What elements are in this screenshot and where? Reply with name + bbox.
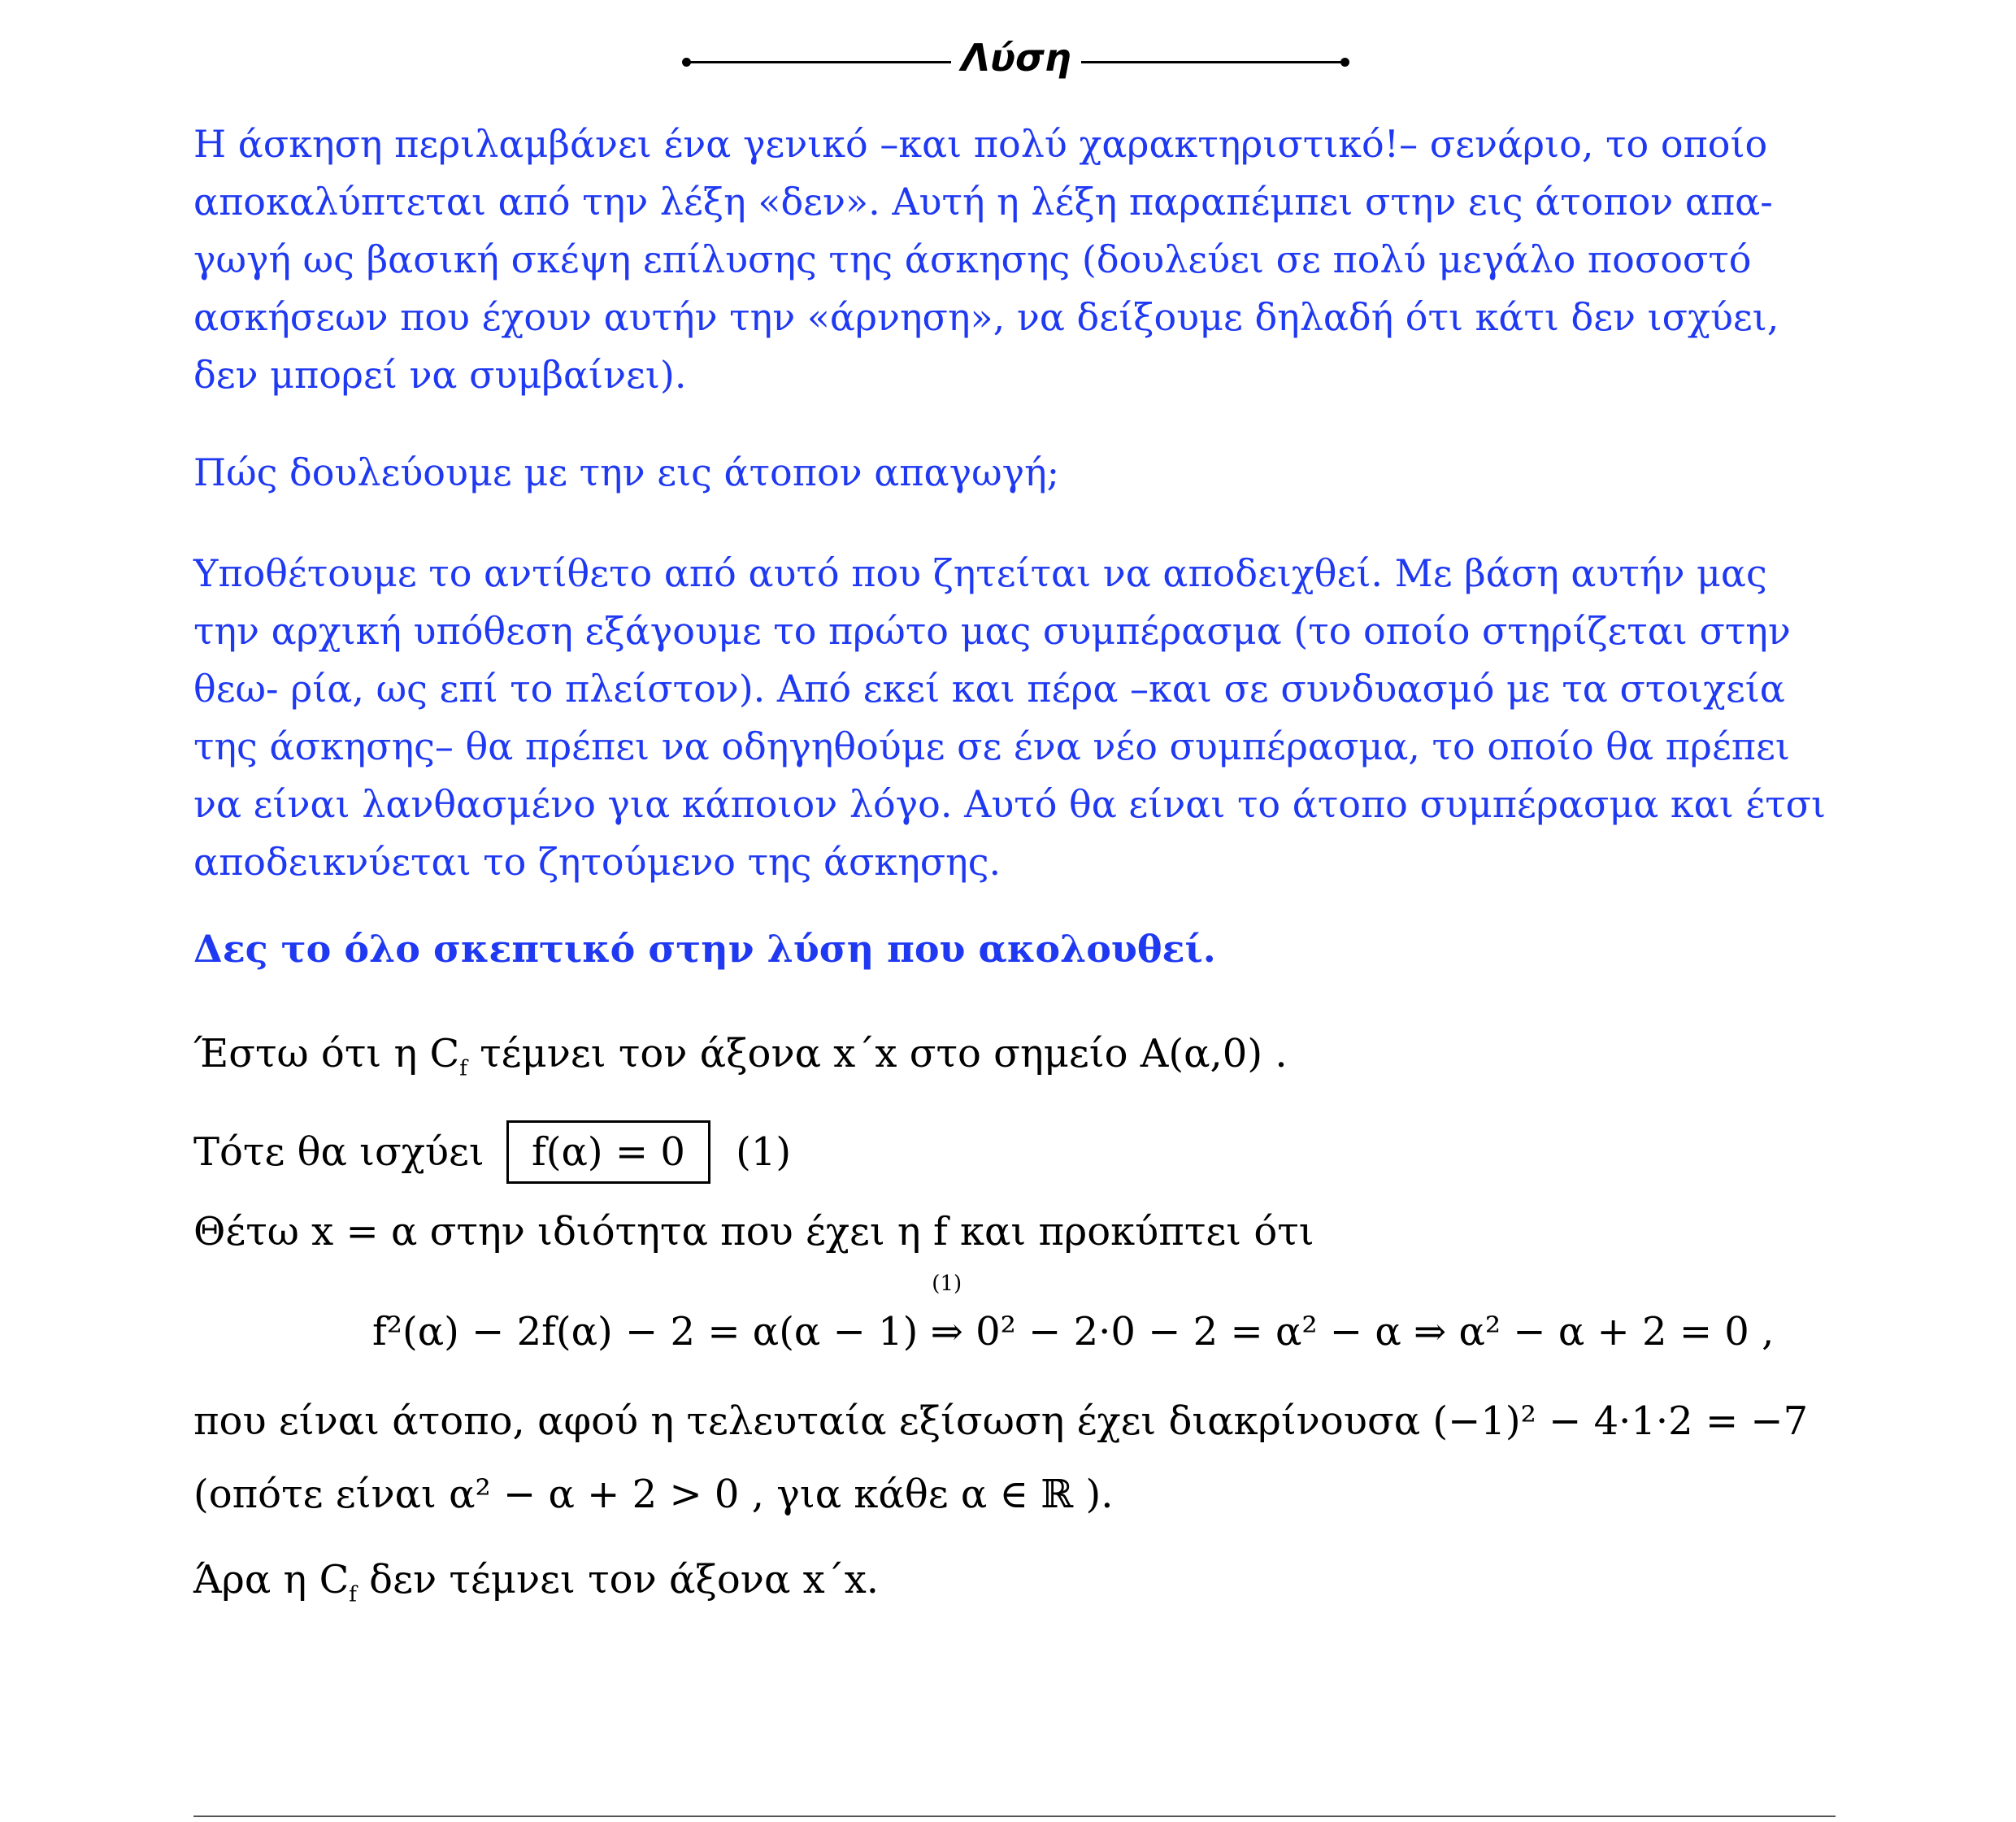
commentary-paragraph-3: Υποθέτουμε το αντίθετο από αυτό που ζητείται να αποδειχθεί. Με βάση αυτήν μας την αρχική υπόθεση εξάγουμε το πρώτο μας συμπέρασμα (το οποίο στηρίζεται στην θεω- ρία, ως επί το πλείστον). Από εκεί και πέρα –και σε συνδυασμό με τα στοιχεία της άσκησης– θα πρέπει να οδηγηθούμε σε ένα νέο συμπέρασμα, το οποίο θα πρέπει να είναι λανθασμένο για κάποιον λόγο. Αυτό θα είναι το άτοπο συμπέρασμα και έτσι αποδεικνύεται το ζητούμενο της άσκησης. xyxy=(193,551,1827,884)
solution-line-assumption xyxy=(193,1031,1288,1081)
header-rule-right xyxy=(1081,61,1345,63)
equation-tag: (1) xyxy=(736,1129,792,1175)
text: Έστω ότι η C xyxy=(193,1031,460,1076)
solution-display-equation xyxy=(372,1272,1775,1355)
section-title: Λύση xyxy=(961,36,1071,80)
solution-line-consequence xyxy=(193,1120,791,1184)
equation-right: 0² − 2·0 − 2 = α² − α ⇒ α² − α + 2 = 0 , xyxy=(962,1309,1775,1355)
text: τέμνει τον άξονα x΄x στο σημείο A(α,0) . xyxy=(467,1031,1288,1076)
section-header xyxy=(679,31,1353,88)
text: δεν τέμνει τον άξονα x΄x. xyxy=(356,1557,880,1602)
text: Τότε θα ισχύει xyxy=(193,1129,484,1175)
solution-line-conclusion xyxy=(193,1557,879,1607)
solution-line-inequality: (οπότε είναι α² − α + 2 > 0 , για κάθε α ∈ ℝ ). xyxy=(193,1472,1114,1517)
text: Άρα η C xyxy=(193,1557,350,1602)
subscript: f xyxy=(349,1582,357,1607)
implication-arrow: ⇒ xyxy=(930,1309,963,1355)
footer-rule xyxy=(193,1815,1836,1817)
commentary-note-bold: Δες το όλο σκεπτικό στην λύση που ακολουθεί. xyxy=(193,927,1216,971)
implication-with-tag xyxy=(930,1272,963,1355)
solution-line-contradiction: που είναι άτοπο, αφού η τελευταία εξίσωση έχει διακρίνουσα (−1)² − 4·1·2 = −7 xyxy=(193,1398,1809,1444)
header-dot-right xyxy=(1340,58,1349,67)
equation-left: f²(α) − 2f(α) − 2 = α(α − 1) xyxy=(372,1309,931,1355)
header-rule-left xyxy=(687,61,951,63)
commentary-paragraph-1: Η άσκηση περιλαμβάνει ένα γενικό –και πολύ χαρακτηριστικό!– σενάριο, το οποίο αποκαλύπτεται από την λέξη «δεν». Αυτή η λέξη παραπέμπει στην εις άτοπον απα- γωγή ως βασική σκέψη επίλυσης της άσκησης (δουλεύει σε πολύ μεγάλο ποσοστό ασκήσεων που έχουν αυτήν την «άρνηση», να δείξουμε δηλαδή ότι κάτι δεν ισχύει, δεν μπορεί να συμβαίνει). xyxy=(193,122,1779,397)
solution-line-substitution: Θέτω x = α στην ιδιότητα που έχει η f και προκύπτει ότι xyxy=(193,1209,1314,1255)
commentary-question: Πώς δουλεύουμε με την εις άτοπον απαγωγή; xyxy=(193,450,1060,494)
implication-tag: (1) xyxy=(932,1272,962,1296)
boxed-equation: f(α) = 0 xyxy=(506,1120,710,1184)
subscript: f xyxy=(459,1056,467,1081)
